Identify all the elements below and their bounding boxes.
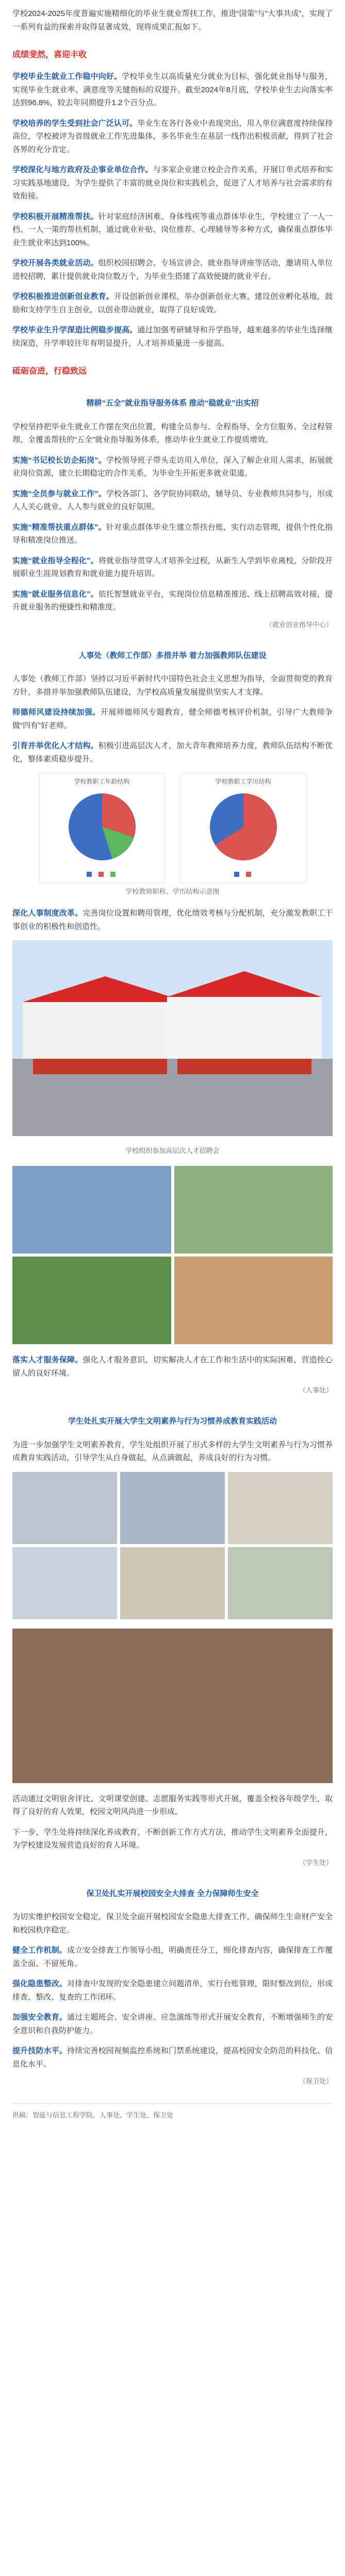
paragraph-body: 学校领导班子带头走访用人单位，深入了解企业用人需求，拓展就业岗位资源，建立长期稳定的合作关系，为毕业生开拓更多就业渠道。 bbox=[12, 455, 333, 478]
paragraph bbox=[12, 1944, 333, 1970]
paragraph bbox=[12, 554, 333, 581]
paragraph: 学校坚持把毕业生就业工作摆在突出位置，构建全员参与、全程指导、全方位服务、全过程管理、全覆盖帮扶的“五全”就业指导服务体系，推动毕业生就业工作提质增效。 bbox=[12, 422, 333, 445]
paragraph-heading: 加强安全教育。 bbox=[12, 2013, 68, 2022]
photo bbox=[12, 1472, 117, 1544]
paragraph-heading: 提升技防水平。 bbox=[12, 2046, 68, 2056]
paragraph-body: 针对重点群体毕业生建立帮扶台账，实行动态管理，提供个性化指导和精准岗位推送。 bbox=[12, 522, 333, 545]
paragraph-body: 开展师德师风专题教育，健全师德考核评价机制，引导广大教师争做“四有”好老师。 bbox=[12, 708, 333, 730]
legend-swatch bbox=[234, 870, 241, 879]
footer-credits: 供稿：智能与信息工程学院、人事处、学生处、保卫处 bbox=[12, 2103, 333, 2121]
paragraph: 为切实维护校园安全稳定，保卫处全面开展校园安全隐患大排查工作，确保师生生命财产安全和校园秩序稳定。 bbox=[12, 1912, 333, 1935]
paragraph: 为进一步加强学生文明素养教育，学生处组织开展了形式多样的大学生文明素养与行为习惯养成教育实践活动，引导学生从自身做起，从点滴做起，养成良好的行为习惯。 bbox=[12, 1440, 333, 1463]
article-source: （就业创业指导中心） bbox=[265, 620, 333, 629]
paragraph bbox=[12, 1353, 333, 1380]
paragraph bbox=[12, 117, 333, 157]
paragraph-heading: 学校积极开展精准帮扶。 bbox=[12, 212, 98, 221]
paragraph-heading: 学校毕业生就业工作稳中向好。 bbox=[12, 72, 122, 81]
paragraph bbox=[12, 739, 333, 766]
paragraph-heading: 实施“精准帮扶重点群体”。 bbox=[12, 522, 106, 532]
paragraph-heading: 实施“就业服务信息化”。 bbox=[12, 589, 98, 599]
article-source: （学生处） bbox=[299, 1858, 333, 1867]
pie-chart-age bbox=[39, 773, 165, 883]
paragraph-body: 通过主题班会、安全讲座、应急演练等形式开展安全教育，不断增强师生的安全意识和自我防护能力。 bbox=[12, 2013, 333, 2035]
paragraph bbox=[12, 907, 333, 933]
paragraph-body: 组织校园招聘会、专场宣讲会、就业指导讲座等活动，邀请用人单位进校招聘，累计提供就业岗位数万个，为毕业生搭建了高效便捷的就业平台。 bbox=[12, 259, 333, 281]
photo bbox=[120, 1472, 225, 1544]
paragraph-body: 强化人才服务意识，切实解决人才在工作和生活中的实际困难，营造拴心留人的良好环境。 bbox=[12, 1355, 333, 1378]
paragraph bbox=[12, 487, 333, 514]
paragraph bbox=[12, 257, 333, 283]
paragraph-body: 完善岗位设置和聘用管理，优化绩效考核与分配机制，充分激发教职工干事创业的积极性和创造性。 bbox=[12, 909, 333, 931]
paragraph-body: 积极引进高层次人才，加大青年教师培养力度，教师队伍结构不断优化，整体素质稳步提升。 bbox=[12, 741, 333, 764]
photo bbox=[120, 1547, 225, 1619]
section-title-progress: 砥砺奋进，行稳致远 bbox=[12, 367, 87, 376]
photo bbox=[228, 1472, 333, 1544]
paragraph-heading: 学校深化与地方政府及企事业单位合作。 bbox=[12, 165, 153, 175]
paragraph-heading: 学校培养的学生受到社会广泛认可。 bbox=[12, 118, 138, 128]
legend-swatch bbox=[246, 870, 253, 879]
pie-graphic bbox=[205, 788, 282, 866]
paragraph bbox=[12, 706, 333, 732]
legend-swatch bbox=[98, 870, 105, 879]
paragraph-body: 通过加强考研辅导和升学指导，越来越多的毕业生选择继续深造，升学率较往年有明显提升，人才培养质量进一步提高。 bbox=[12, 326, 333, 348]
figure-caption: 学校教师职称、学历结构示意图 bbox=[125, 888, 220, 896]
intro-paragraph: 学校2024-2025年度普遍实施精细化的毕业生就业帮扶工作，推进“国策”与“大事共成”，实现了一系列有益的探索并取得显著成效，现将成果汇报如下。 bbox=[12, 9, 333, 31]
photo-grid bbox=[12, 1166, 333, 1344]
photo bbox=[228, 1547, 333, 1619]
paragraph-body: 成立安全排查工作领导小组，明确责任分工，细化排查内容，确保排查工作覆盖全面、不留死角。 bbox=[12, 1946, 333, 1968]
paragraph bbox=[12, 290, 333, 316]
paragraph: 人事处（教师工作部）坚持以习近平新时代中国特色社会主义思想为指导，全面贯彻党的教育方针，多措并举加强教师队伍建设，为学校高质量发展提供坚实人才支撑。 bbox=[12, 674, 333, 697]
paragraph-heading: 实施“书记校长访企拓岗”。 bbox=[12, 455, 106, 465]
pie-chart-education bbox=[180, 773, 306, 883]
paragraph-heading: 落实人才服务保障。 bbox=[12, 1355, 83, 1365]
paragraph bbox=[12, 2044, 333, 2071]
paragraph-body: 针对家庭经济困难、身体残疾等重点群体毕业生，学校建立了一人一档、一人一策的帮扶机制，通过就业补贴、岗位推荐、心理辅导等多种方式，确保重点群体毕业生就业率达到100%。 bbox=[12, 212, 333, 247]
photo bbox=[12, 1257, 171, 1344]
legend bbox=[184, 870, 303, 879]
paragraph-body: 学校各部门、各学院协同联动，辅导员、专业教师共同参与，形成人人关心就业、人人参与就业的良好氛围。 bbox=[12, 489, 333, 512]
photo-classroom bbox=[12, 1629, 333, 1783]
paragraph-body: 学校毕业生以高质量充分就业为目标，强化就业指导与服务，实现毕业生就业率、满意度等关键指标的双提升。截至2024年8月底，学校毕业生去向落实率达到96.8%，较去年同期提升1.2个百分点。 bbox=[12, 72, 333, 108]
paragraph bbox=[12, 588, 333, 614]
pie-title: 学校教职工学历结构 bbox=[215, 778, 271, 786]
article-title: 人事处（教师工作部）多措并举 着力加强教师队伍建设 bbox=[78, 651, 267, 660]
paragraph-heading: 师德师风建设持续加强。 bbox=[12, 708, 101, 717]
paragraph-heading: 学校开展各类就业活动。 bbox=[12, 259, 98, 268]
paragraph-heading: 实施“就业指导全程化”。 bbox=[12, 556, 98, 565]
paragraph bbox=[12, 70, 333, 110]
paragraph bbox=[12, 324, 333, 350]
paragraph bbox=[12, 1977, 333, 2004]
paragraph-body: 将就业指导贯穿人才培养全过程，从新生入学到毕业离校，分阶段开展职业生涯规划教育和就业能力提升培训。 bbox=[12, 556, 333, 579]
figure-caption: 学校组织参加高层次人才招聘会 bbox=[125, 1147, 220, 1155]
section-title-results: 成绩斐然，喜迎丰收 bbox=[12, 50, 87, 59]
legend-swatch bbox=[87, 870, 93, 879]
paragraph-body: 依托智慧就业平台，实现岗位信息精准推送、线上招聘高效对接，提升就业服务的便捷性和精准度。 bbox=[12, 589, 333, 612]
paragraph-heading: 深化人事制度改革。 bbox=[12, 909, 83, 918]
photo bbox=[174, 1166, 333, 1253]
photo-recruitment-fair bbox=[12, 940, 333, 1136]
pie-graphic bbox=[63, 788, 141, 866]
photo bbox=[12, 1547, 117, 1619]
paragraph-body: 持续完善校园视频监控系统和门禁系统建设，提高校园安全防范的科技化、信息化水平。 bbox=[12, 2046, 333, 2069]
article-title: 保卫处扎实开展校园安全大排查 全力保障师生安全 bbox=[86, 1889, 259, 1898]
legend bbox=[43, 870, 161, 879]
paragraph-body: 与多家企业建立校企合作关系，开展订单式培养和实习实践基地建设，为学生提供了丰富的就业岗位和实践机会，促进了人才培养与社会需求的有效衔接。 bbox=[12, 165, 333, 201]
paragraph-body: 毕业生在各行各业中表现突出，用人单位满意度持续保持高位，学校被评为省级就业工作先进集体，多名毕业生在基层一线作出积极贡献，得到了社会各界的充分肯定。 bbox=[12, 118, 333, 154]
paragraph-heading: 实施“全员参与就业工作”。 bbox=[12, 489, 106, 498]
paragraph bbox=[12, 163, 333, 203]
paragraph-heading: 学校毕业生升学深造比例稳步提高。 bbox=[12, 326, 138, 335]
pie-title: 学校教职工年龄结构 bbox=[74, 778, 130, 786]
paragraph-heading: 健全工作机制。 bbox=[12, 1946, 68, 1955]
paragraph-heading: 强化隐患整改。 bbox=[12, 1979, 68, 1989]
paragraph-body: 开设创新创业课程，举办创新创业大赛，建设创业孵化基地，鼓励和支持学生自主创业，以创业带动就业，取得了良好成效。 bbox=[12, 292, 333, 314]
photo-illustration bbox=[12, 940, 333, 1136]
paragraph bbox=[12, 454, 333, 480]
article-source: （人事处） bbox=[299, 1386, 333, 1395]
legend-swatch bbox=[110, 870, 117, 879]
photo-grid bbox=[12, 1472, 333, 1619]
article-title: 精耕“五全”就业指导服务体系 推动“稳就业”出实招 bbox=[86, 399, 259, 408]
article-title: 学生处扎实开展大学生文明素养与行为习惯养成教育实践活动 bbox=[68, 1417, 277, 1426]
paragraph: 活动通过文明宿舍评比、文明课堂创建、志愿服务实践等形式开展，覆盖全校各年级学生，取得了良好的育人效果，校园文明风尚进一步形成。 bbox=[12, 1794, 333, 1817]
paragraph-heading: 引育并举优化人才结构。 bbox=[12, 741, 98, 751]
paragraph bbox=[12, 2011, 333, 2037]
photo bbox=[174, 1257, 333, 1344]
paragraph-body: 对排查中发现的安全隐患建立问题清单，实行台账管理，限时整改到位，形成排查、整改、复查的工作闭环。 bbox=[12, 1979, 333, 2002]
paragraph bbox=[12, 210, 333, 250]
photo bbox=[12, 1166, 171, 1253]
article-source: （保卫处） bbox=[299, 2077, 333, 2086]
pie-charts bbox=[12, 773, 333, 883]
paragraph bbox=[12, 521, 333, 547]
paragraph-heading: 学校积极推进创新创业教育。 bbox=[12, 292, 114, 301]
paragraph: 下一步，学生处将持续深化养成教育，不断创新工作方式方法，推动学生文明素养全面提升，为学校建设发展营造良好的育人环境。 bbox=[12, 1827, 333, 1850]
